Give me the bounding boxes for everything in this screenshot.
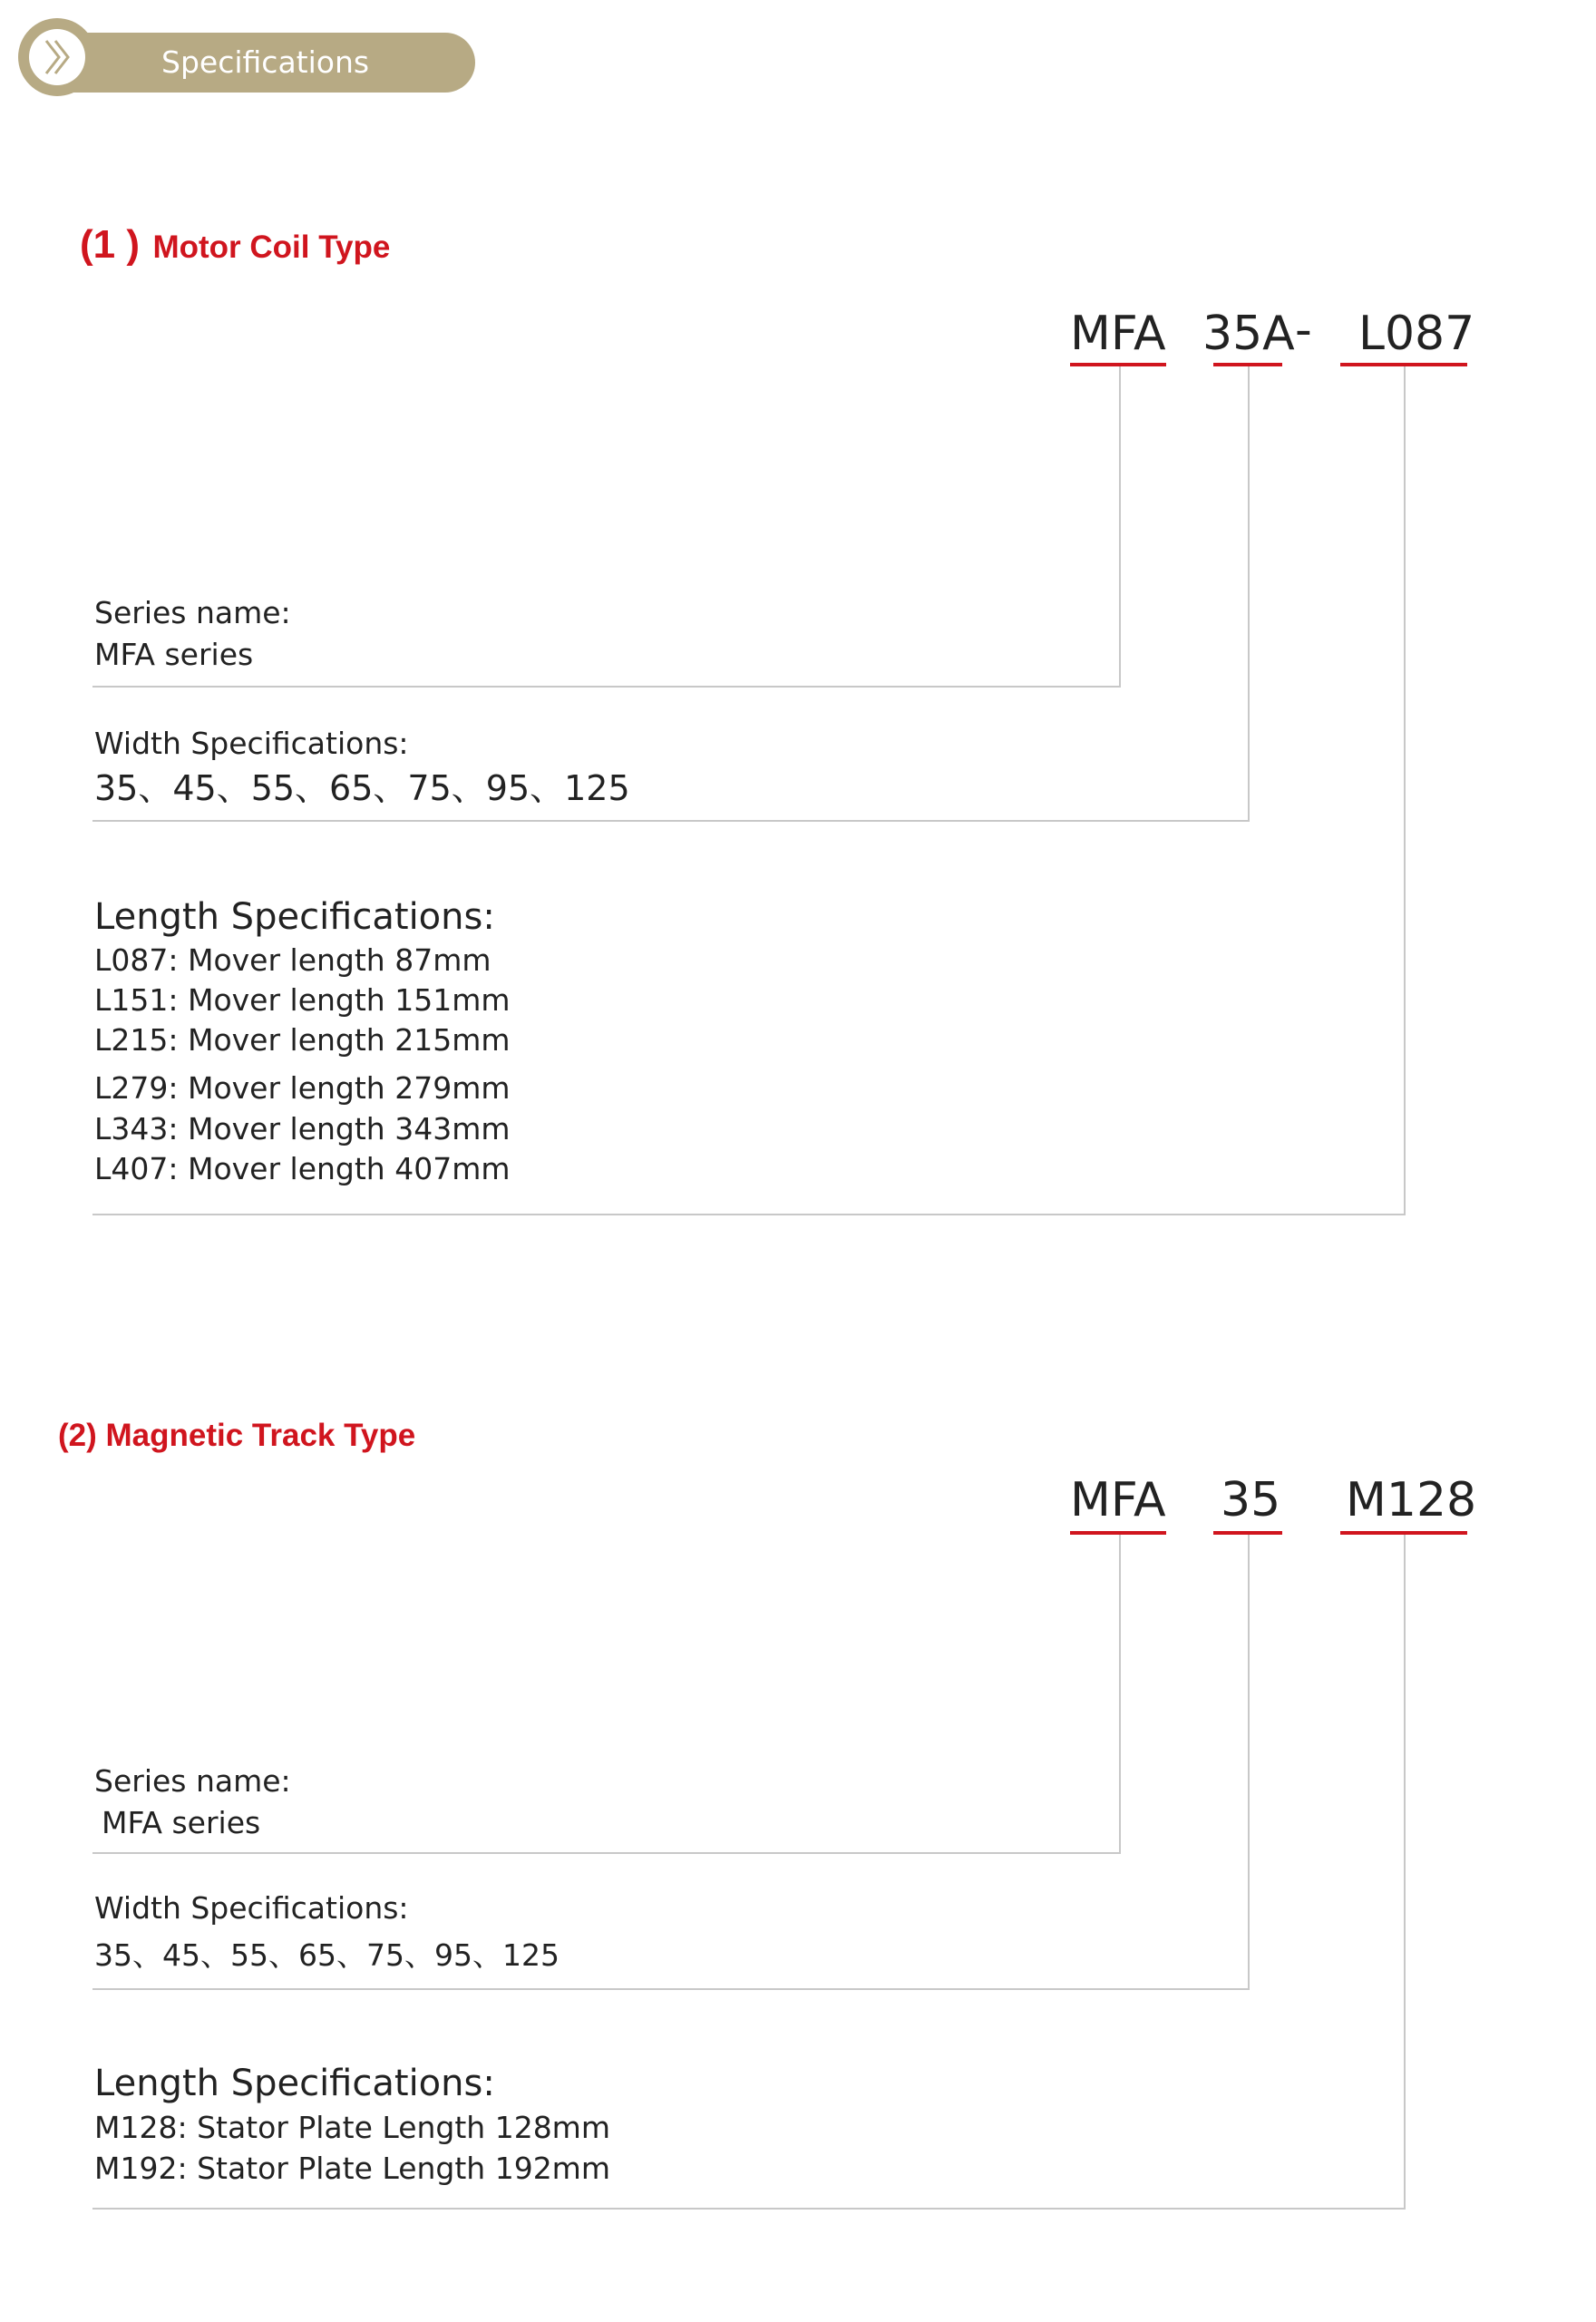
connector-width [1248,1535,1250,1990]
connector-length [1404,1535,1406,2210]
divider-series [92,1852,1121,1854]
list-item: M128: Stator Plate Length 128mm [94,2110,610,2145]
length-label: Length Specifications: [94,2063,495,2104]
list-item: L215: Mover length 215mm [94,1022,511,1058]
connector-series [1119,1535,1121,1854]
connector-series [1119,366,1121,688]
width-label: Width Specifications: [94,1890,409,1926]
code-width-segment: 35A [1202,307,1295,361]
section-title-magnetic-track: (2) Magnetic Track Type [58,1418,416,1453]
series-value: MFA series [102,1805,261,1840]
list-item: M192: Stator Plate Length 192mm [94,2151,610,2186]
code-series-segment: MFA [1070,307,1166,361]
divider-series [92,686,1121,688]
code-width-segment: 35 [1221,1473,1281,1527]
double-chevron-right-icon [29,29,85,85]
divider-width [92,1988,1250,1990]
series-label: Series name: [94,595,291,630]
code-length-segment: L087 [1358,307,1475,361]
code-series-segment: MFA [1070,1473,1166,1527]
code-underline-series [1070,1531,1166,1535]
series-label: Series name: [94,1763,291,1799]
section-title-text: Motor Coil Type [152,229,391,265]
section-title-motor-coil [80,220,390,270]
connector-length [1404,366,1406,1215]
list-item: L407: Mover length 407mm [94,1151,511,1186]
code-dash: - [1295,303,1312,357]
series-value: MFA series [94,637,254,672]
divider-length [92,2208,1406,2210]
list-item: L279: Mover length 279mm [94,1070,511,1106]
header-title: Specifications [161,44,370,80]
divider-width [92,820,1250,822]
section-number: (1 ) [80,222,140,267]
length-label: Length Specifications: [94,896,495,938]
width-value: 35、45、55、65、75、95、125 [94,1937,560,1973]
code-length-segment: M128 [1346,1473,1477,1527]
connector-width [1248,366,1250,822]
list-item: L151: Mover length 151mm [94,982,511,1018]
list-item: L343: Mover length 343mm [94,1111,511,1146]
code-underline-series [1070,363,1166,366]
width-label: Width Specifications: [94,726,409,761]
list-item: L087: Mover length 87mm [94,942,491,978]
divider-length [92,1214,1406,1215]
width-value: 35、45、55、65、75、95、125 [94,768,630,808]
